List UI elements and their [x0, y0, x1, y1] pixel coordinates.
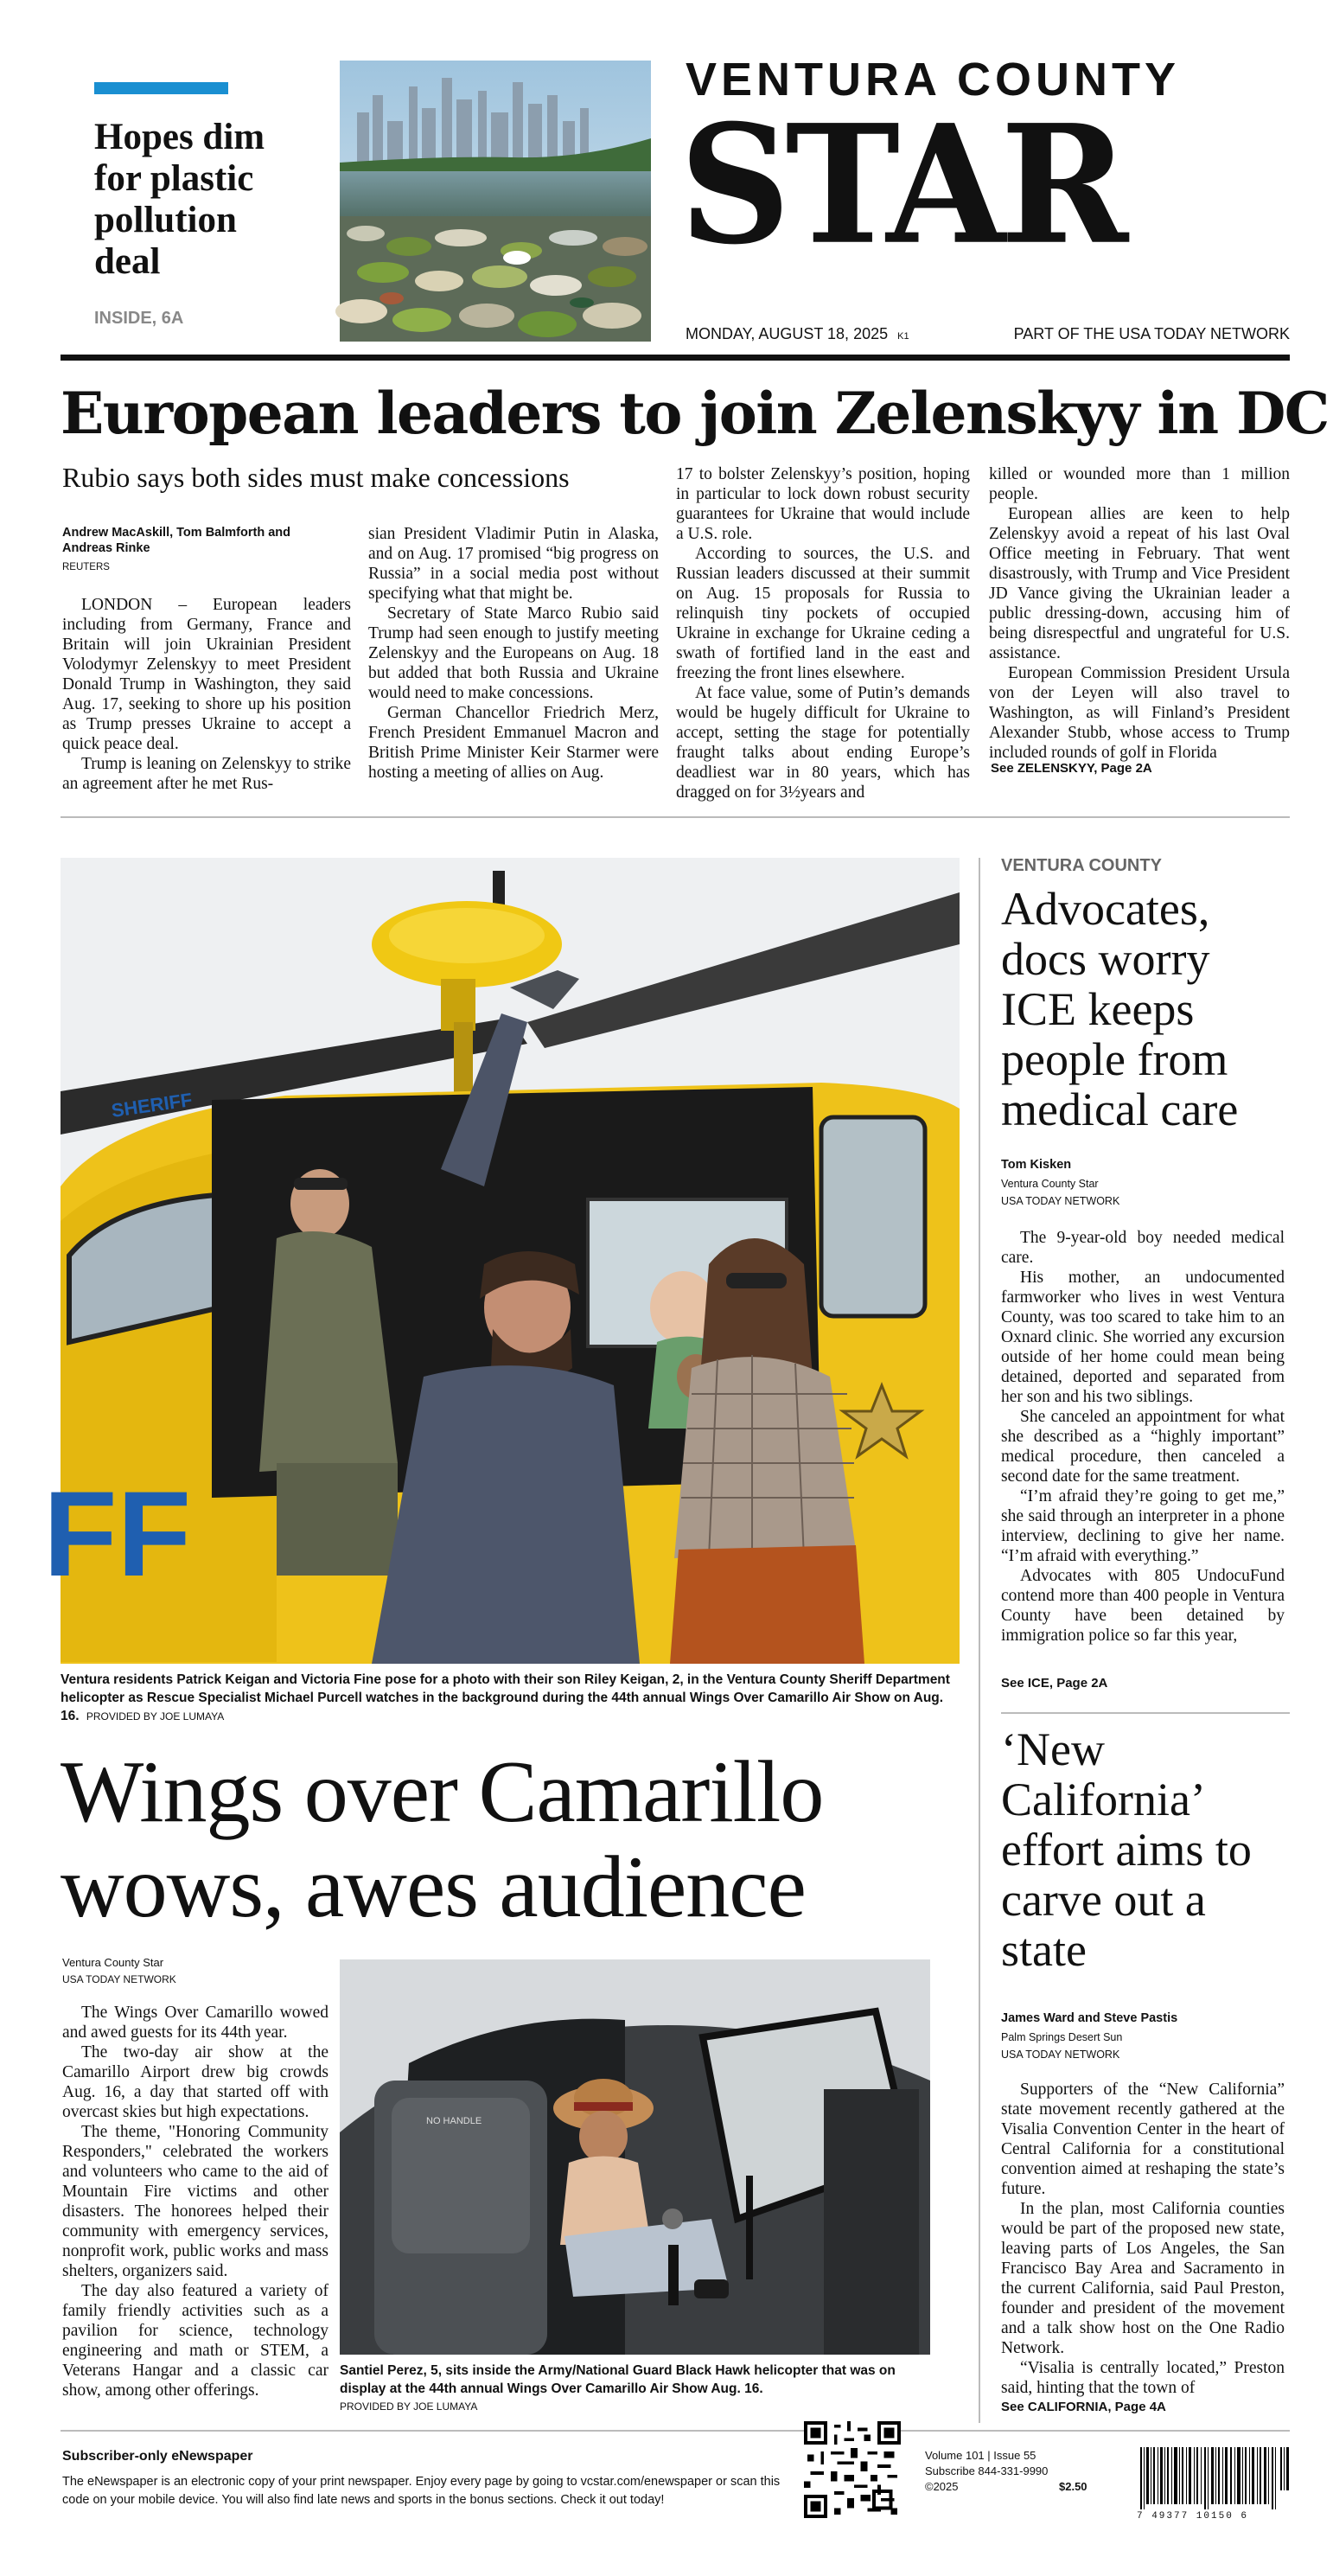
- main-photo-credit: PROVIDED BY JOE LUMAYA: [86, 1710, 225, 1723]
- heli-sheriff-text: SHERIFF: [110, 1089, 194, 1122]
- masthead-dateline: [686, 325, 909, 343]
- ice-jump-link[interactable]: See ICE, Page 2A: [1001, 1676, 1108, 1691]
- newca-para: Supporters of the “New California” state movement recently gathered at the Visalia Convention Center in the heart of Central California for a constitutional convention aimed at reshaping the state’s future.: [1001, 2081, 1285, 2198]
- section-divider: [61, 816, 1290, 818]
- wings-photo-caption: Santiel Perez, 5, sits inside the Army/National Guard Black Hawk helicopter that was on display at the 44th annual Wings Over Camarillo Air Show Aug. 16.: [340, 2363, 896, 2396]
- lead-jump-link[interactable]: See ZELENSKYY, Page 2A: [991, 761, 1152, 776]
- main-photo[interactable]: [43, 858, 960, 1664]
- lead-para: LONDON – European leaders including from Germany, France and Britain will join Ukrainian President Volodymyr Zelenskyy to meet President Donald Trump in Washington, they said Aug. 17, seeking to shore up his position as Trump presses Ukraine to accept a quick peace deal.: [62, 596, 351, 753]
- masthead-rule: [61, 355, 1290, 361]
- masthead-network: PART OF THE USA TODAY NETWORK: [1013, 325, 1290, 342]
- ice-body: [1001, 1228, 1285, 1646]
- teaser-inside-label: INSIDE, 6A: [94, 309, 184, 328]
- newca-byline: James Ward and Steve Pastis: [1001, 2011, 1178, 2025]
- wings-headline[interactable]: Wings over Camarillo wows, awes audience: [61, 1743, 824, 1936]
- wings-para: The day also featured a variety of family friendly activities such as a pavilion for science, technology engineering and math or STEM, a Veterans Hangar and a classic car show, among other offerings.: [62, 2282, 328, 2400]
- lead-para: 17 to bolster Zelenskyy’s position, hoping in particular to lock down robust security guarantees for Ukraine that would include a U.S. role.: [676, 465, 970, 543]
- teaser-accent-bar: [94, 82, 228, 94]
- ice-byline: Tom Kisken: [1001, 1158, 1072, 1172]
- footer-subscribe: Subscribe 844-331-9990: [925, 2464, 1049, 2477]
- wings-para: The Wings Over Camarillo wowed and awed guests for its 44th year.: [62, 2004, 328, 2042]
- newca-para: In the plan, most California counties would be part of the proposed new state, leaving parts of Los Angeles, the San Francisco Bay Area and Sacramento in the current California, said Paul Preston, founder and president of the movement and a talk show host on the One Radio Network.: [1001, 2200, 1285, 2357]
- masthead-logo[interactable]: STAR: [679, 88, 1124, 281]
- barcode-number: 7 49377 10150 6: [1137, 2511, 1249, 2522]
- footer-rule: [61, 2430, 1290, 2432]
- lead-col-3: [676, 464, 970, 802]
- ice-para: His mother, an undocumented farmworker who lives in west Ventura County, was too scared to take him to an Oxnard clinic. She worried any excursion outside of her home could mean being detained, deported and separated from her son and his two siblings.: [1001, 1269, 1285, 1406]
- newca-para: “Visalia is centrally located,” Preston said, hinting that the town of: [1001, 2359, 1285, 2397]
- wings-photo[interactable]: [340, 1959, 930, 2355]
- ice-source: Ventura County Star: [1001, 1178, 1099, 1190]
- footer-copyright: ©2025: [925, 2480, 959, 2493]
- teaser-photo[interactable]: [340, 61, 651, 342]
- newca-body: [1001, 2080, 1285, 2398]
- lead-para: German Chancellor Friedrich Merz, French President Emmanuel Macron and British Prime Minister Keir Starmer were hosting a meeting of allies on Aug.: [368, 704, 659, 782]
- ice-network: USA TODAY NETWORK: [1001, 1195, 1120, 1207]
- ice-para: Advocates with 805 UndocuFund contend more than 400 people in Ventura County have been detained by immigration police so far this year,: [1001, 1567, 1285, 1645]
- ice-headline[interactable]: Advocates, docs worry ICE keeps people from medical care: [1001, 883, 1239, 1135]
- footer-volume: Volume 101 | Issue 55: [925, 2449, 1036, 2462]
- masthead-edition: K1: [897, 331, 909, 342]
- ice-para: The 9-year-old boy needed medical care.: [1001, 1229, 1285, 1267]
- main-photo-caption-text: Ventura residents Patrick Keigan and Victoria Fine pose for a photo with their son Riley Keigan, 2, in the Ventura County Sheriff Department helicopter as Rescue Specialist Michael Purcell watches in the background during the 44th annual Wings Over Camarillo Air Show on Aug. 16.: [61, 1672, 950, 1723]
- main-photo-caption: [61, 1671, 960, 1726]
- qr-code[interactable]: [804, 2421, 901, 2518]
- lead-agency: REUTERS: [62, 562, 110, 572]
- ice-para: She canceled an appointment for what she described as a “highly important” medical procedure, then canceled a second date for the same treatment.: [1001, 1408, 1285, 1486]
- lead-para: European Commission President Ursula von der Leyen will also travel to Washington, as will Finland’s President Alexander Stubb, whose access to Trump included rounds of golf in Florida: [989, 664, 1290, 762]
- ice-kicker: VENTURA COUNTY: [1001, 856, 1162, 875]
- heli-sign-text: NO HANDLE: [426, 2116, 482, 2126]
- newca-source: Palm Springs Desert Sun: [1001, 2031, 1123, 2043]
- lead-subhead: Rubio says both sides must make concessions: [62, 462, 570, 493]
- wings-photo-credit: PROVIDED BY JOE LUMAYA: [340, 2400, 478, 2413]
- masthead-county: VENTURA COUNTY: [686, 54, 1181, 105]
- rail-rule: [1001, 1712, 1290, 1714]
- lead-para: Trump is leaning on Zelenskyy to strike an agreement after he met Rus-: [62, 755, 351, 793]
- footer-title: Subscriber-only eNewspaper: [62, 2449, 253, 2464]
- wings-body: [62, 2003, 328, 2400]
- teaser-headline[interactable]: Hopes dim for plastic pollution deal: [94, 117, 265, 282]
- masthead-date: MONDAY, AUGUST 18, 2025: [686, 325, 889, 342]
- wings-network: USA TODAY NETWORK: [62, 1973, 176, 1985]
- wings-source: Ventura County Star: [62, 1956, 164, 1969]
- lead-byline: Andrew MacAskill, Tom Balmforth and Andreas Rinke: [62, 526, 290, 555]
- lead-col-4: [989, 464, 1290, 763]
- lead-para: killed or wounded more than 1 million people.: [989, 465, 1290, 503]
- wings-para: The theme, "Honoring Community Responders," celebrated the workers and volunteers who came to the aid of Mountain Fire victims and other disasters. The honorees helped their community with emergency services, nonprofit work, public works and mass shelters, organizers said.: [62, 2123, 328, 2280]
- lead-para: sian President Vladimir Putin in Alaska, and on Aug. 17 promised “big progress on Russia” in a social media post without specifying what that might be.: [368, 525, 659, 603]
- newca-headline[interactable]: ‘New California’ effort aims to carve out a state: [1001, 1723, 1252, 1976]
- newca-network: USA TODAY NETWORK: [1001, 2049, 1120, 2061]
- lead-para: At face value, some of Putin’s demands would be hugely difficult for Ukraine to accept, setting the stage for potentially fraught talks about ending Europe’s deadliest war in 80 years, which has dragged on for 3½years and: [676, 684, 970, 802]
- lead-col-2: [368, 524, 659, 783]
- wings-para: The two-day air show at the Camarillo Airport drew big crowds Aug. 16, a day that started off with overcast skies but high expectations.: [62, 2043, 328, 2121]
- lead-para: Secretary of State Marco Rubio said Trump had seen enough to justify meeting Zelenskyy and the Europeans on Aug. 18 but added that both Russia and Ukraine would need to make concessions.: [368, 604, 659, 702]
- lead-headline[interactable]: European leaders to join Zelenskyy in DC: [61, 380, 1329, 447]
- rail-divider: [979, 858, 980, 2423]
- heli-lettering: FF: [43, 1466, 192, 1601]
- lead-para: European allies are keen to help Zelenskyy avoid a repeat of his last Oval Office meeting in February. That went disastrously, with Trump and Vice President JD Vance giving the Ukrainian leader a public dressing-down, accusing him of being disrespectful and ungrateful for U.S. assistance.: [989, 505, 1290, 662]
- newca-jump-link[interactable]: See CALIFORNIA, Page 4A: [1001, 2400, 1166, 2414]
- footer-price: $2.50: [1059, 2480, 1087, 2493]
- lead-col-1: [62, 595, 351, 794]
- footer-text: The eNewspaper is an electronic copy of your print newspaper. Enjoy every page by going to vcstar.com/enewspaper or scan this code on your mobile device. You will also find late news and sports in the bonus sections. Check it out today!: [62, 2475, 781, 2507]
- lead-para: According to sources, the U.S. and Russian leaders discussed at their summit on Aug. 15 proposals for Russia to relinquish tiny pockets of occupied Ukraine in exchange for Ukraine ceding a swath of fortified land in the east and freezing the front lines elsewhere.: [676, 545, 970, 682]
- barcode: [1137, 2447, 1292, 2523]
- ice-para: “I’m afraid they’re going to get me,” she said through an interpreter in a phone interview, declining to give her name. “I’m afraid with everything.”: [1001, 1487, 1285, 1565]
